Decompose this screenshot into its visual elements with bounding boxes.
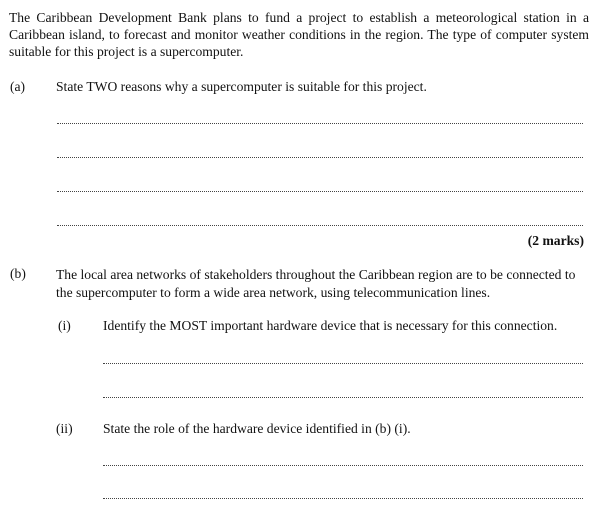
answer-line-b-i-2[interactable]: [103, 397, 583, 398]
answer-line-a-1[interactable]: [57, 123, 583, 124]
intro-paragraph: The Caribbean Development Bank plans to fund a project to establish a meteorological station in a Caribbean island, to forecast and monitor weather conditions in the region. The type of computer system suitable for this project is a supercomputer.: [9, 10, 589, 59]
part-b-label: (b): [10, 266, 26, 281]
part-a-label: (a): [10, 79, 26, 94]
part-b-i-question: Identify the MOST important hardware device that is necessary for this connection.: [103, 318, 558, 333]
answer-line-b-ii-2[interactable]: [103, 498, 583, 499]
part-b-question: The local area networks of stakeholders throughout the Caribbean region are to be connected to the supercomputer to form a wide area network, using telecommunication lines.: [56, 267, 576, 300]
answer-line-a-2[interactable]: [57, 157, 583, 158]
part-a-marks: (2 marks): [527, 233, 584, 248]
answer-line-b-ii-1[interactable]: [103, 465, 583, 466]
answer-line-a-4[interactable]: [57, 225, 583, 226]
answer-line-a-3[interactable]: [57, 191, 583, 192]
part-b-i-label: (i): [58, 318, 71, 333]
part-b-ii-question: State the role of the hardware device identified in (b) (i).: [103, 421, 411, 436]
part-a-question: State TWO reasons why a supercomputer is suitable for this project.: [56, 79, 427, 94]
answer-line-b-i-1[interactable]: [103, 363, 583, 364]
part-b-ii-label: (ii): [56, 421, 73, 436]
